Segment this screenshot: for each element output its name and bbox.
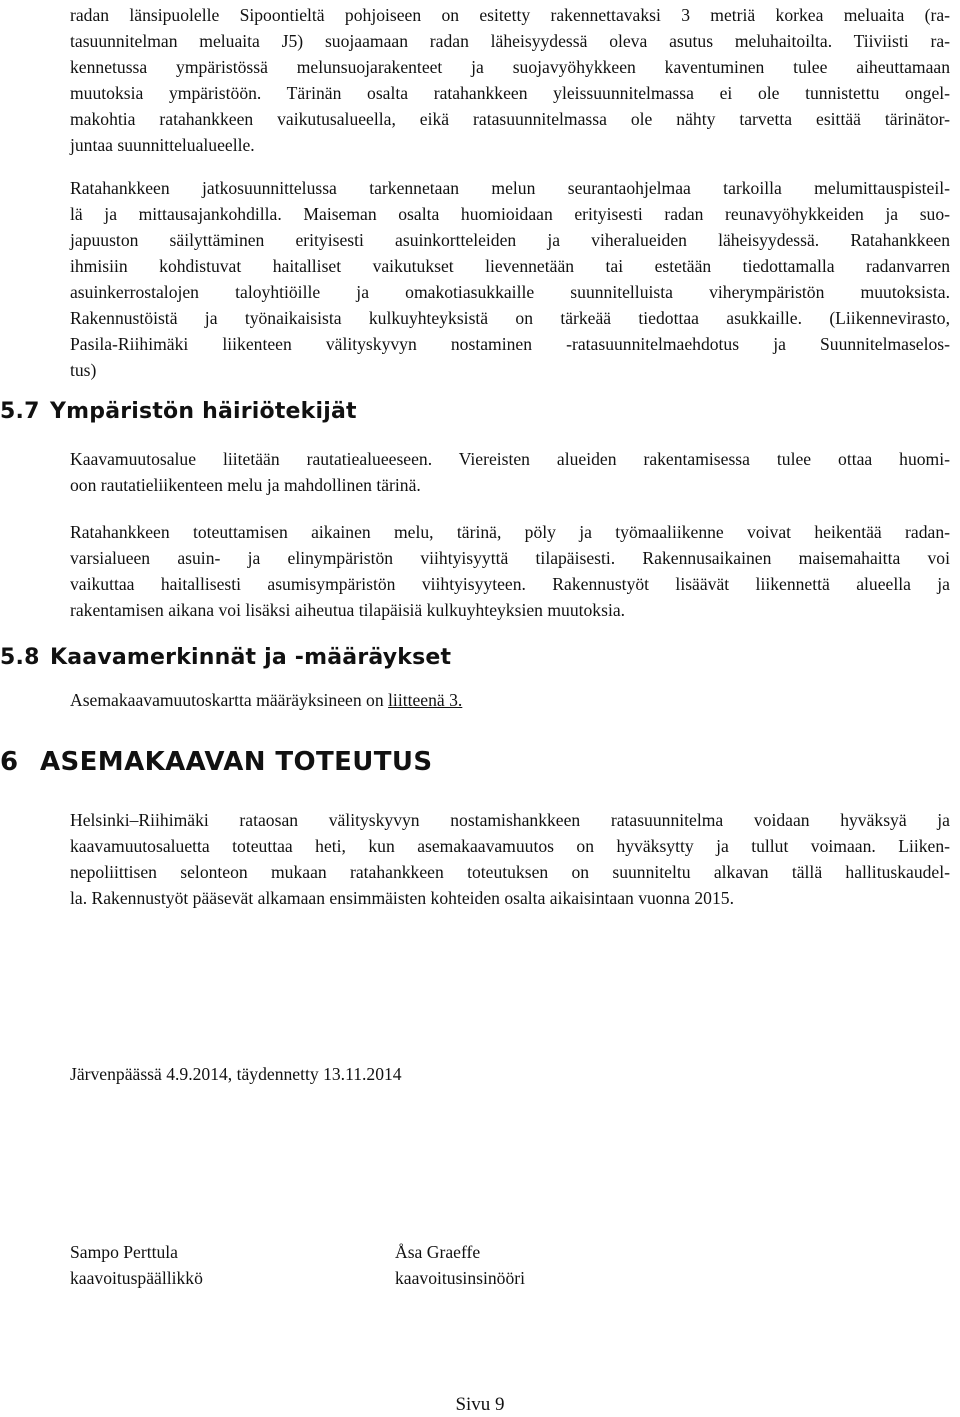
text-line: varsialueen asuin- ja elinympäristön viihtyisyyttä tilapäisesti. Rakennusaikainen maisemahaitta voi: [70, 548, 950, 568]
place-date: [70, 1061, 950, 1087]
attachment-reference-text: Asemakaavamuutoskartta määräyksineen on: [70, 690, 389, 710]
chapter-title: ASEMAKAAVAN TOTEUTUS: [40, 747, 433, 777]
section-6-paragraph: [70, 807, 950, 911]
text-line: japuuston säilyttäminen erityisesti asuinkortteleiden ja viheralueiden läheisyydessä. Ratahankkeen: [70, 230, 950, 250]
text-line: makohtia ratahankkeen vaikutusalueella, eikä ratasuunnitelmassa ole nähty tarvetta esittää tärinätor-: [70, 109, 950, 129]
text-line: ihmisiin kohdistuvat haitalliset vaikutukset lievennetään tai estetään tiedottamalla radanvarren: [70, 256, 950, 276]
section-heading-5-7: [0, 399, 357, 424]
place-date-text: Järvenpäässä 4.9.2014, täydennetty 13.11.2014: [70, 1064, 402, 1084]
text-line: Ratahankkeen jatkosuunnittelussa tarkennetaan melun seurantaohjelmaa tarkoilla melumittauspisteil-: [70, 178, 950, 198]
followup-paragraph: [70, 175, 950, 383]
page-number: Sivu 9: [455, 1394, 505, 1415]
signatory-name: Åsa Graeffe: [395, 1242, 481, 1262]
text-line: nepoliittisen selonteon mukaan ratahankkeen toteutuksen on suunniteltu alkavan tällä hallituskaudel-: [70, 862, 950, 882]
text-line: Helsinki–Riihimäki rataosan välityskyvyn nostamishankkeen ratasuunnitelma voidaan hyväksyä ja: [70, 810, 950, 830]
section-number: 5.8: [0, 645, 40, 670]
text-line: oon rautatieliikenteen melu ja mahdollinen tärinä.: [70, 475, 421, 495]
text-line: Pasila-Riihimäki liikenteen välityskyvyn nostaminen -ratasuunnitelmaehdotus ja Suunnitelmaselos-: [70, 334, 950, 354]
text-line: Rakennustöistä ja työnaikaisista kulkuyhteyksistä on tärkeää tiedottaa asukkaille. (Liikennevirasto,: [70, 308, 950, 328]
section-5-7-paragraph-1: [70, 446, 950, 498]
section-title: Kaavamerkinnät ja -määräykset: [50, 645, 452, 670]
section-number: 5.7: [0, 399, 40, 424]
text-line: juntaa suunnittelualueelle.: [70, 135, 255, 155]
section-5-8-paragraph: [70, 687, 950, 713]
text-line: rakentamisen aikana voi lisäksi aiheutua tilapäisiä kulkuyhteyksien muutoksia.: [70, 600, 626, 620]
text-line: radan länsipuolelle Sipoontieltä pohjoiseen on esitetty rakennettavaksi 3 metriä korkea meluaita (ra-: [70, 5, 950, 25]
text-line: tasuunnitelman meluaita J5) suojaamaan radan läheisyydessä oleva asutus meluhaitoilta. Tiiviisti ra-: [70, 31, 950, 51]
attachment-3-link[interactable]: liitteenä 3.: [388, 690, 463, 710]
text-line: Ratahankkeen toteuttamisen aikainen melu, tärinä, pöly ja työmaaliikenne voivat heikentää radan-: [70, 522, 950, 542]
signatory-2: [395, 1239, 525, 1291]
text-line: kaavamuutosaluetta toteuttaa heti, kun asemakaavamuutos on hyväksytty ja tullut voimaan. Liiken-: [70, 836, 950, 856]
signatory-title: kaavoitusinsinööri: [395, 1268, 525, 1288]
text-line: muutoksia ympäristöön. Tärinän osalta ratahankkeen yleissuunnitelmassa ei ole tunnistettu ongel-: [70, 83, 950, 103]
signatory-1: [70, 1239, 203, 1291]
text-line: [70, 687, 950, 713]
chapter-heading-6: [0, 747, 433, 777]
text-line: tus): [70, 360, 97, 380]
text-line: kennetussa ympäristössä melunsuojarakenteet ja suojavyöhykkeen kaventuminen tulee aiheuttamaan: [70, 57, 950, 77]
text-line: la. Rakennustyöt pääsevät alkamaan ensimmäisten kohteiden osalta aikaisintaan vuonna 2015.: [70, 888, 734, 908]
text-line: Kaavamuutosalue liitetään rautatiealueeseen. Viereisten alueiden rakentamisessa tulee ottaa huomi-: [70, 449, 950, 469]
section-title: Ympäristön häiriötekijät: [50, 399, 357, 424]
text-line: asuinkerrostalojen taloyhtiöille ja omakotiasukkaille suunnitelluista viherympäristön muutoksista.: [70, 282, 950, 302]
continuation-paragraph: [70, 2, 950, 158]
section-heading-5-8: [0, 645, 451, 670]
signatory-title: kaavoituspäällikkö: [70, 1268, 203, 1288]
section-5-7-paragraph-2: [70, 519, 950, 623]
text-line: vaikuttaa haitallisesti asumisympäristön viihtyisyyteen. Rakennustyöt lisäävät liikennettä alueella ja: [70, 574, 950, 594]
signatory-name: Sampo Perttula: [70, 1242, 178, 1262]
text-line: lä ja mittausajankohdilla. Maiseman osalta huomioidaan erityisesti radan reunavyöhykkeiden ja suo-: [70, 204, 950, 224]
chapter-number: 6: [0, 747, 19, 777]
